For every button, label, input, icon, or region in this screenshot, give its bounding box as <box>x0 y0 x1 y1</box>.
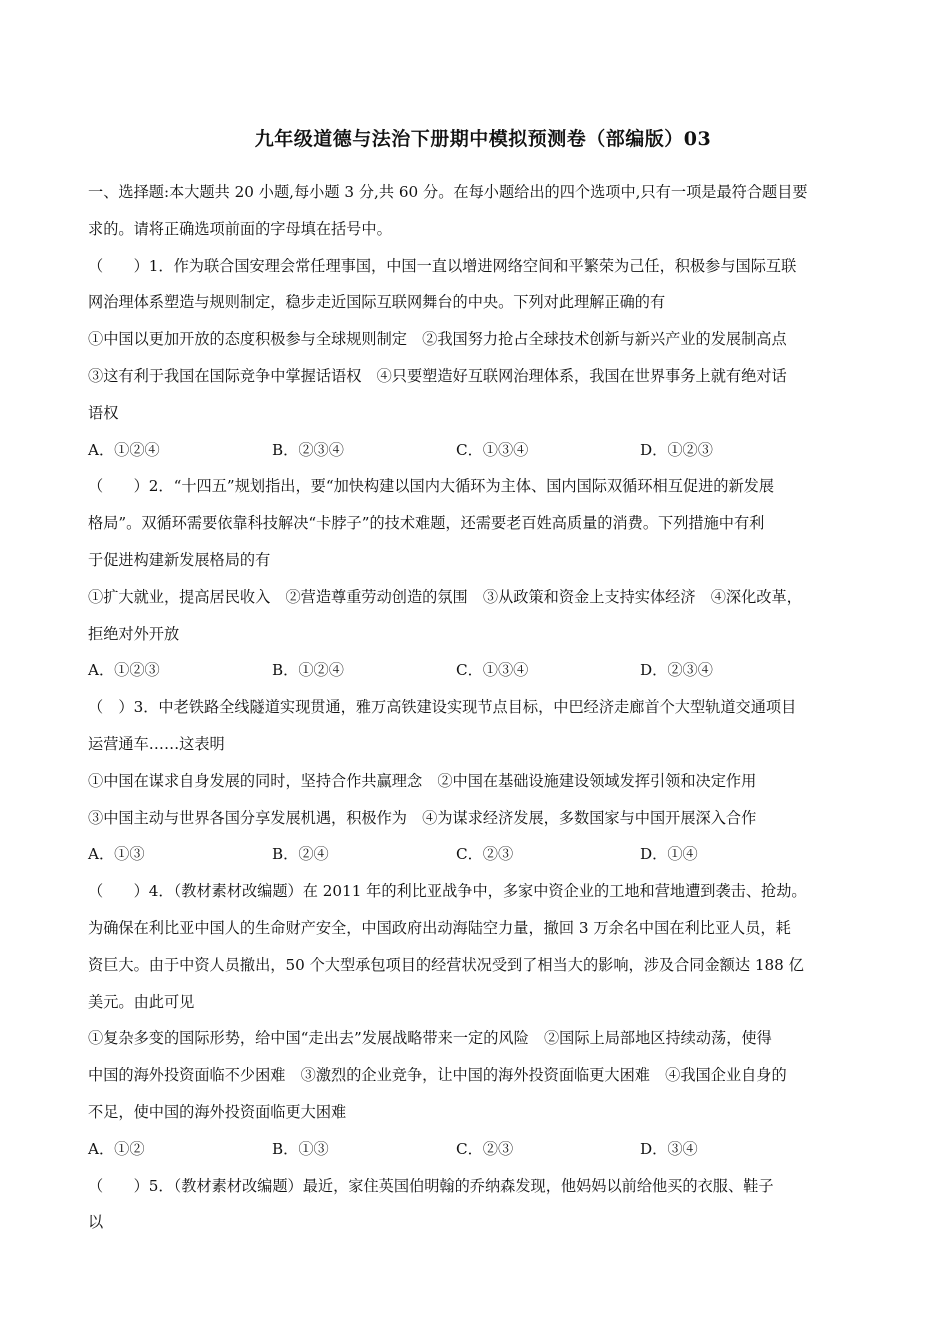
option-b: B．①②④ <box>272 661 344 680</box>
question-text: 以 <box>88 1213 104 1232</box>
option-c: C．②③ <box>456 1139 514 1158</box>
answer-options <box>88 432 878 469</box>
statement-line: ①扩大就业，提高居民收入 ②营造尊重劳动创造的氛围 ③从政策和资金上支持实体经济 ④深化改革， <box>88 587 802 606</box>
question-text: 于促进构建新发展格局的有 <box>88 550 271 569</box>
page-title: 九年级道德与法治下册期中模拟预测卷（部编版）03 <box>254 128 712 150</box>
option-c: C．②③ <box>456 845 514 864</box>
question-text: 格局”。双循环需要依靠科技解决“卡脖子”的技术难题，还需要老百姓高质量的消费。下列措施中有利 <box>88 514 765 533</box>
answer-options <box>88 1131 878 1168</box>
answer-options <box>88 652 878 689</box>
question-1 <box>88 248 878 469</box>
section-intro: 求的。请将正确选项前面的字母填在括号中。 <box>88 219 392 238</box>
option-b: B．②④ <box>272 845 329 864</box>
option-b: B．①③ <box>272 1139 329 1158</box>
question-text: 运营通车……这表明 <box>88 734 225 753</box>
option-c: C．①③④ <box>456 661 529 680</box>
option-a: A．①②③ <box>88 661 160 680</box>
question-text: （ ）4．（教材素材改编题）在 2011 年的利比亚战争中，多家中资企业的工地和营地遭到袭击、抢劫。 <box>88 882 807 901</box>
question-text: （ ）1．作为联合国安理会常任理事国，中国一直以增进网络空间和平繁荣为己任，积极参与国际互联 <box>88 256 797 275</box>
option-b: B．②③④ <box>272 440 344 459</box>
question-text: 美元。由此可见 <box>88 992 195 1011</box>
option-a: A．①③ <box>88 845 145 864</box>
statement-line: ①复杂多变的国际形势，给中国“走出去”发展战略带来一定的风险 ②国际上局部地区持续动荡，使得 <box>88 1029 772 1048</box>
option-c: C．①③④ <box>456 440 529 459</box>
question-text: 资巨大。由于中资人员撤出，50 个大型承包项目的经营状况受到了相当大的影响，涉及合同金额达 188 亿 <box>88 955 804 974</box>
question-text: （ ）2．“十四五”规划指出，要“加快构建以国内大循环为主体、国内国际双循环相互促进的新发展 <box>88 477 775 496</box>
answer-options <box>88 836 878 873</box>
statement-line: ③这有利于我国在国际竞争中掌握话语权 ④只要塑造好互联网治理体系，我国在世界事务上就有绝对话 <box>88 366 787 385</box>
question-text: （ ）3．中老铁路全线隧道实现贯通，雅万高铁建设实现节点目标，中巴经济走廊首个大型轨道交通项目 <box>88 698 797 717</box>
question-5 <box>88 1168 878 1242</box>
option-d: D．②③④ <box>640 661 713 680</box>
statement-line: ③中国主动与世界各国分享发展机遇，积极作为 ④为谋求经济发展，多数国家与中国开展深入合作 <box>88 808 757 827</box>
option-d: D．①②③ <box>640 440 713 459</box>
document-page <box>88 122 878 1241</box>
question-4 <box>88 873 878 1167</box>
statement-line: 不足，使中国的海外投资面临更大困难 <box>88 1102 347 1121</box>
question-text: 网治理体系塑造与规则制定，稳步走近国际互联网舞台的中央。下列对此理解正确的有 <box>88 293 666 312</box>
option-a: A．①②④ <box>88 440 160 459</box>
option-d: D．③④ <box>640 1139 698 1158</box>
statement-line: 拒绝对外开放 <box>88 624 180 643</box>
question-2 <box>88 468 878 689</box>
question-text: （ ）5．（教材素材改编题）最近，家住英国伯明翰的乔纳森发现，他妈妈以前给他买的衣服、鞋子 <box>88 1176 774 1195</box>
question-text: 为确保在利比亚中国人的生命财产安全，中国政府出动海陆空力量，撤回 3 万余名中国在利比亚人员，耗 <box>88 918 791 937</box>
option-a: A．①② <box>88 1139 145 1158</box>
question-3 <box>88 689 878 873</box>
statement-line: 中国的海外投资面临不少困难 ③激烈的企业竞争，让中国的海外投资面临更大困难 ④我国企业自身的 <box>88 1066 787 1085</box>
section-intro: 一、选择题:本大题共 20 小题,每小题 3 分,共 60 分。在每小题给出的四个选项中,只有一项是最符合题目要 <box>88 183 808 201</box>
statement-line: 语权 <box>88 403 119 422</box>
option-d: D．①④ <box>640 845 698 864</box>
statement-line: ①中国在谋求自身发展的同时，坚持合作共赢理念 ②中国在基础设施建设领域发挥引领和决定作用 <box>88 771 757 790</box>
statement-line: ①中国以更加开放的态度积极参与全球规则制定 ②我国努力抢占全球技术创新与新兴产业的发展制高点 <box>88 330 787 349</box>
